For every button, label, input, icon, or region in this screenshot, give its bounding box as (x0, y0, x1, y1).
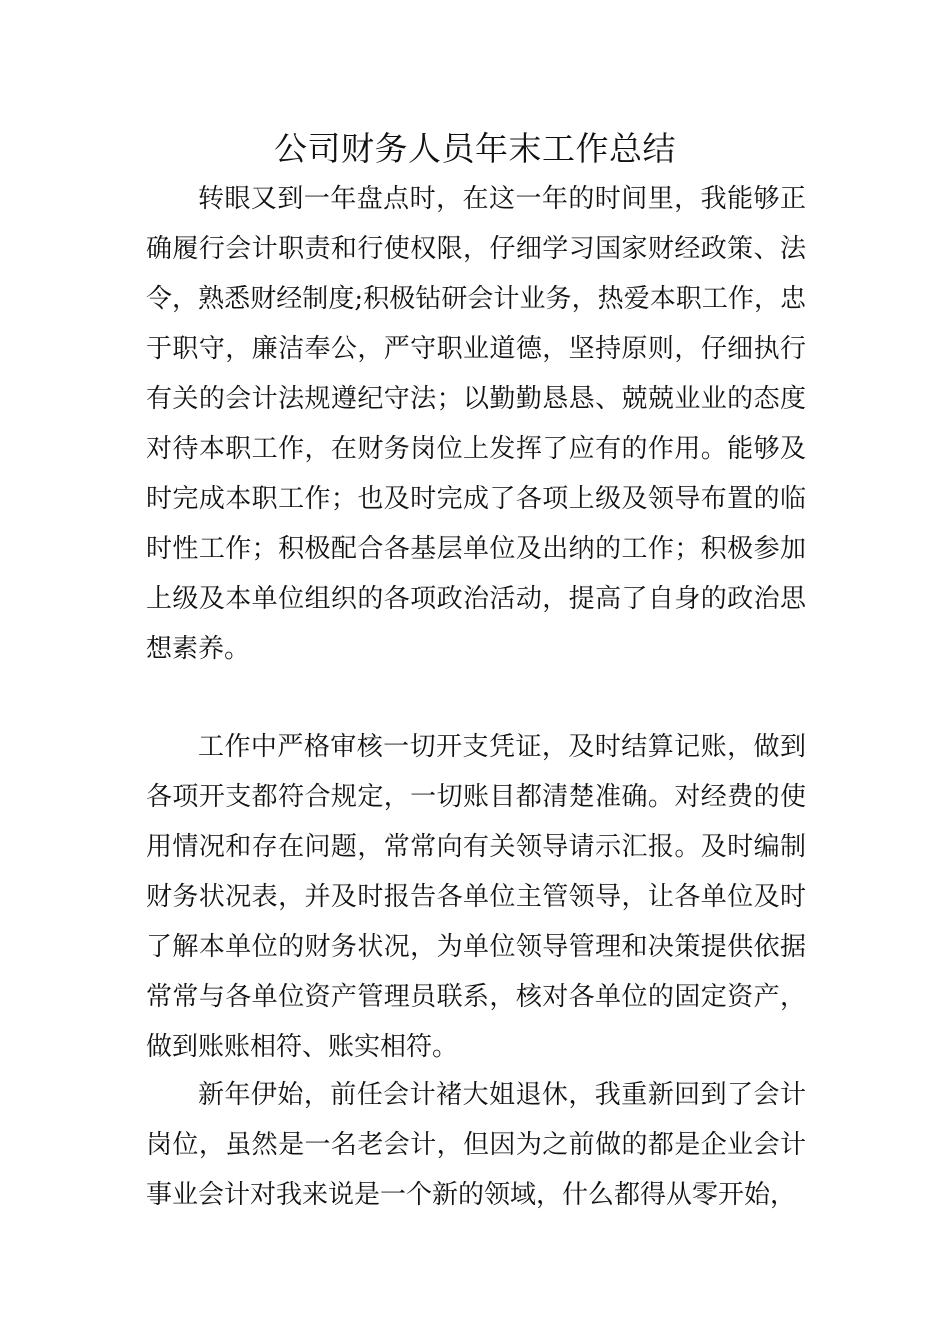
document-title: 公司财务人员年末工作总结 (274, 129, 676, 168)
paragraph-3: 新年伊始，前任会计褚大姐退休，我重新回到了会计岗位，虽然是一名老会计，但因为之前做的都是企业会计事业会计对我来说是一个新的领域，什么都得从零开始， (146, 1080, 806, 1210)
paragraph-1: 转眼又到一年盘点时，在这一年的时间里，我能够正确履行会计职责和行使权限，仔细学习国家财经政策、法令，熟悉财经制度;积极钻研会计业务，热爱本职工作，忠于职守，廉洁奉公，严守职业道德，坚持原则，仔细执行有关的会计法规遵纪守法；以勤勤恳恳、兢兢业业的态度对待本职工作，在财务岗位上发挥了应有的作用。能够及时完成本职工作；也及时完成了各项上级及领导布置的临时性工作；积极配合各基层单位及出纳的工作；积极参加上级及本单位组织的各项政治活动，提高了自身的政治思想素养。 (146, 184, 806, 664)
paragraph-2: 工作中严格审核一切开支凭证，及时结算记账，做到各项开支都符合规定，一切账目都清楚准确。对经费的使用情况和存在问题，常常向有关领导请示汇报。及时编制财务状况表，并及时报告各单位主管领导，让各单位及时了解本单位的财务状况，为单位领导管理和决策提供依据常常与各单位资产管理员联系，核对各单位的固定资产，做到账账相符、账实相符。 (146, 732, 806, 1062)
